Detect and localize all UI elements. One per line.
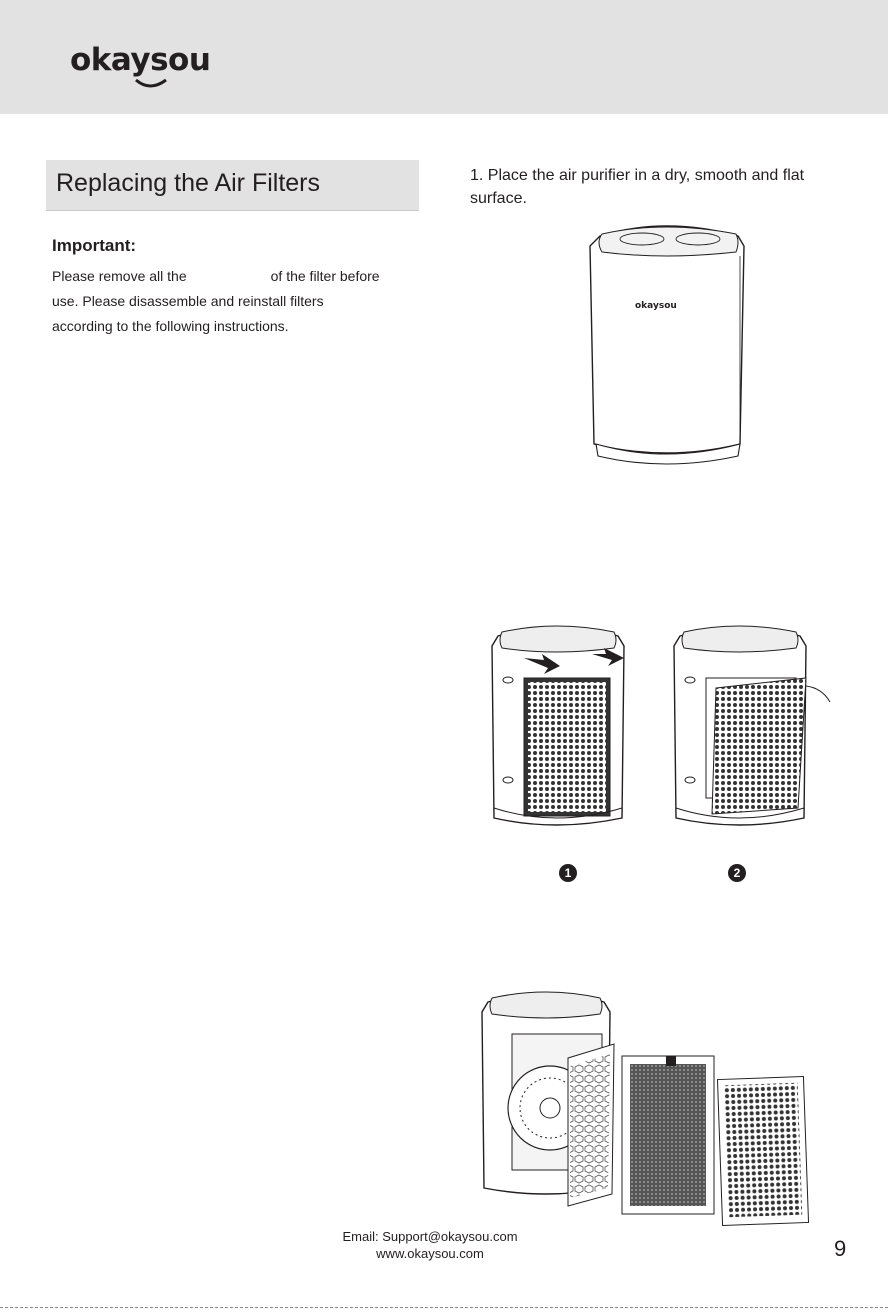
step-number-1: 1: [559, 864, 577, 882]
filter-layers-illustration: [474, 984, 814, 1230]
logo-smile-icon: [70, 42, 230, 98]
footer-email: Email: Support@okaysou.com: [342, 1229, 518, 1244]
back-panel-removal-illustration-2: [666, 618, 836, 838]
header-band: [0, 0, 888, 114]
note-line-1b: of the filter before: [270, 268, 380, 284]
step-1-text: 1. Place the air purifier in a dry, smooth and flat surface.: [470, 167, 805, 207]
section-title: Replacing the Air Filters: [56, 169, 321, 197]
bottom-rule: [0, 1307, 888, 1308]
device-logo: okaysou: [635, 301, 677, 311]
note-line-2: use. Please disassemble and reinstall filters: [52, 293, 324, 309]
back-panel-removal-illustration-1: [484, 618, 646, 838]
note-line-1: [52, 268, 422, 284]
logo-text: okaysou: [70, 42, 211, 78]
page-number: 9: [834, 1236, 847, 1261]
important-heading: Important:: [52, 236, 137, 255]
footer-website: www.okaysou.com: [376, 1246, 484, 1261]
note-line-3: according to the following instructions.: [52, 318, 289, 334]
step-number-2: 2: [728, 864, 746, 882]
note-line-1a: Please remove all the: [52, 268, 187, 284]
brand-logo: [70, 42, 230, 98]
purifier-front-illustration: [580, 216, 750, 478]
section-title-box: [46, 160, 419, 211]
